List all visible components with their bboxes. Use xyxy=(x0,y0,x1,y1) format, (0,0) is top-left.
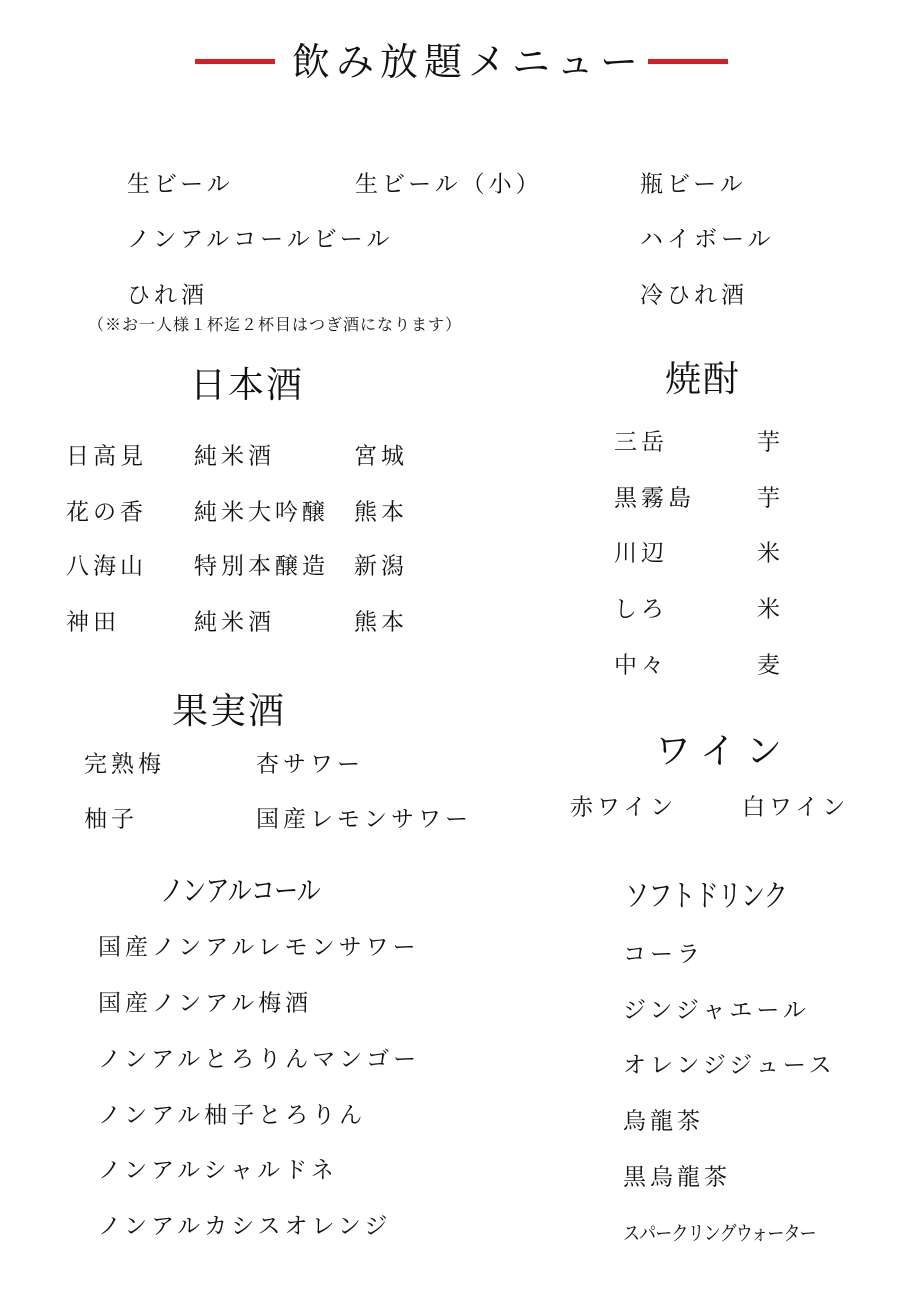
section-heading-sake: 日本酒 xyxy=(190,365,305,406)
menu-item: 花の香 xyxy=(66,499,147,526)
section-heading-wine: ワイン xyxy=(655,731,792,772)
section-heading-shochu: 焼酎 xyxy=(665,359,742,400)
menu-item: ノンアルシャルドネ xyxy=(98,1157,338,1184)
menu-item: 完熟梅 xyxy=(84,751,165,778)
section-heading-fruit: 果実酒 xyxy=(172,691,287,732)
menu-item: 純米酒 xyxy=(194,443,275,470)
menu-item: 芋 xyxy=(757,429,784,456)
menu-item: 赤ワイン xyxy=(570,794,678,821)
menu-item: 米 xyxy=(757,540,784,567)
menu-item: 熊本 xyxy=(354,499,408,526)
menu-item: ひれ酒 xyxy=(127,282,208,309)
menu-item: オレンジジュース xyxy=(623,1052,836,1079)
menu-item: 川辺 xyxy=(614,540,668,567)
menu-item: 八海山 xyxy=(66,553,147,580)
menu-item: 米 xyxy=(757,596,784,623)
menu-item: ノンアル柚子とろりん xyxy=(98,1102,367,1129)
menu-item: 烏龍茶 xyxy=(623,1108,704,1135)
menu-item: ノンアルとろりんマンゴー xyxy=(98,1046,421,1073)
menu-item: 中々 xyxy=(614,652,668,679)
menu-item: しろ xyxy=(614,596,668,623)
menu-item: ノンアルコールビール xyxy=(127,226,394,253)
menu-item: 冷ひれ酒 xyxy=(640,282,748,309)
menu-item: 新潟 xyxy=(354,553,408,580)
title-rule-right xyxy=(648,59,728,64)
hire-sake-note: （※お一人様１杯迄２杯目はつぎ酒になります） xyxy=(88,315,463,334)
menu-item: 神田 xyxy=(66,609,120,636)
menu-item: 白ワイン xyxy=(742,794,850,821)
menu-item: ハイボール xyxy=(640,226,775,253)
menu-item: 麦 xyxy=(757,652,784,679)
title-rule-left xyxy=(195,59,275,64)
menu-item: 黒霧島 xyxy=(614,485,695,512)
menu-item: コーラ xyxy=(623,941,704,968)
menu-item: 生ビール xyxy=(127,171,234,198)
menu-item: ノンアルカシスオレンジ xyxy=(98,1213,392,1240)
menu-item: 杏サワー xyxy=(256,751,364,778)
menu-item: 純米大吟醸 xyxy=(194,499,329,526)
menu-item: ジンジャエール xyxy=(623,997,810,1024)
menu-item: 瓶ビール xyxy=(640,171,747,198)
section-heading-soft-drinks: ソフトドリンク xyxy=(625,879,787,914)
page-title: 飲み放題メニュー xyxy=(292,40,645,84)
menu-item: 生ビール（小） xyxy=(355,171,543,198)
menu-item: 純米酒 xyxy=(194,609,275,636)
menu-item: 芋 xyxy=(757,485,784,512)
menu-item: 宮城 xyxy=(354,443,408,470)
menu-item: 三岳 xyxy=(614,429,668,456)
menu-item: 国産ノンアル梅酒 xyxy=(98,990,313,1017)
menu-item: 柚子 xyxy=(84,806,138,833)
menu-item: スパークリングウォーター xyxy=(623,1221,816,1245)
menu-item: 熊本 xyxy=(354,609,408,636)
menu-item: 日高見 xyxy=(66,443,147,470)
menu-item: 特別本醸造 xyxy=(194,553,329,580)
menu-item: 国産レモンサワー xyxy=(256,806,472,833)
menu-item: 黒烏龍茶 xyxy=(623,1164,731,1191)
menu-item: 国産ノンアルレモンサワー xyxy=(98,934,420,961)
section-heading-nonalcohol: ノンアルコール xyxy=(160,874,320,909)
